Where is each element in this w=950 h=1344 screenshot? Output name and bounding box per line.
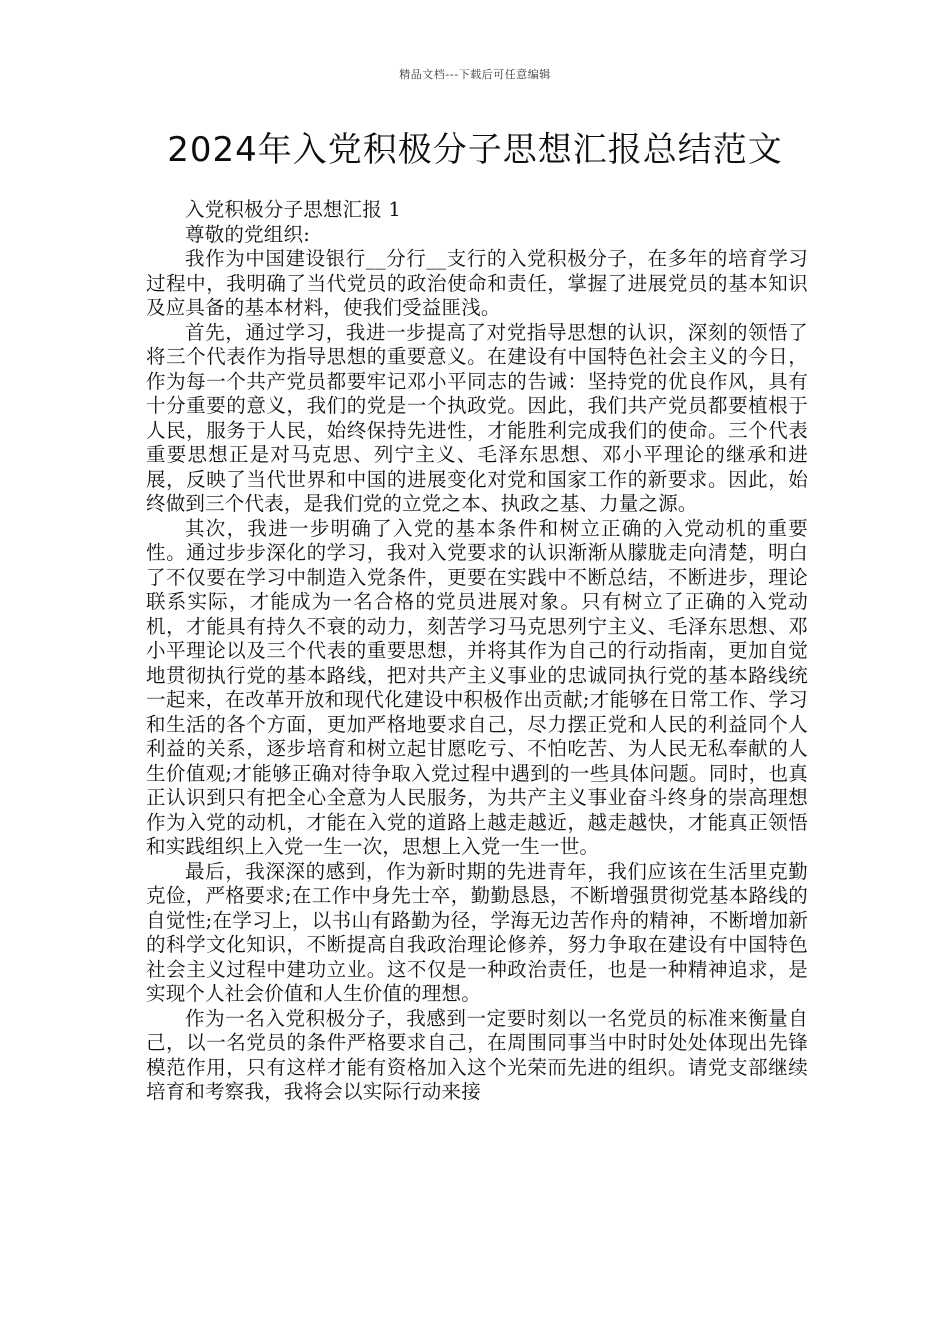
body-paragraph: 我作为中国建设银行__分行__支行的入党积极分子，在多年的培育学习过程中，我明确了当代党员的政治使命和责任，掌握了进展党员的基本知识及应具备的基本材料，使我们受益匪浅。 xyxy=(146,247,808,319)
document-body xyxy=(146,198,808,1105)
body-paragraph: 首先，通过学习，我进一步提高了对党指导思想的认识，深刻的领悟了将三个代表作为指导思想的重要意义。在建设有中国特色社会主义的今日，作为每一个共产党员都要牢记邓小平同志的告诫：坚持党的优良作风，具有十分重要的意义，我们的党是一个执政党。因此，我们共产党员都要植根于人民，服务于人民，始终保持先进性，才能胜利完成我们的使命。三个代表重要思想正是对马克思、列宁主义、毛泽东思想、邓小平理论的继承和进展，反映了当代世界和中国的进展变化对党和国家工作的新要求。因此，始终做到三个代表，是我们党的立党之本、执政之基、力量之源。 xyxy=(146,320,808,515)
body-paragraph: 作为一名入党积极分子，我感到一定要时刻以一名党员的标准来衡量自己，以一名党员的条件严格要求自己，在周围同事当中时时处处体现出先锋模范作用，只有这样才能有资格加入这个光荣而先进的组织。请党支部继续培育和考察我，我将会以实际行动来接 xyxy=(146,1006,808,1103)
document-title: 2024年入党积极分子思想汇报总结范文 xyxy=(167,130,783,170)
body-paragraph: 其次，我进一步明确了入党的基本条件和树立正确的入党动机的重要性。通过步步深化的学习，我对入党要求的认识渐渐从朦胧走向清楚，明白了不仅要在学习中制造入党条件，更要在实践中不断总结，不断进步，理论联系实际，才能成为一名合格的党员进展对象。只有树立了正确的入党动机，才能具有持久不衰的动力，刻苦学习马克思列宁主义、毛泽东思想、邓小平理论以及三个代表的重要思想，并将其作为自己的行动指南，更加自觉地贯彻执行党的基本路线，把对共产主义事业的忠诚同执行党的基本路线统一起来，在改革开放和现代化建设中积极作出贡献;才能够在日常工作、学习和生活的各个方面，更加严格地要求自己，尽力摆正党和人民的利益同个人利益的关系，逐步培育和树立起甘愿吃亏、不怕吃苦、为人民无私奉献的人生价值观;才能够正确对待争取入党过程中遇到的一些具体问题。同时，也真正认识到只有把全心全意为人民服务，为共产主义事业奋斗终身的崇高理想作为入党的动机，才能在入党的道路上越走越近，越走越快，才能真正领悟和实践组织上入党一生一次，思想上入党一生一世。 xyxy=(146,516,808,858)
header-note: 精品文档---下载后可任意编辑 xyxy=(399,68,551,81)
body-paragraph: 最后，我深深的感到，作为新时期的先进青年，我们应该在生活里克勤克俭，严格要求;在工作中身先士卒，勤勤恳恳，不断增强贯彻党基本路线的自觉性;在学习上，以书山有路勤为径，学海无边苦作舟的精神，不断增加新的科学文化知识，不断提高自我政治理论修养，努力争取在建设有中国特色社会主义过程中建功立业。这不仅是一种政治责任，也是一种精神追求，是实现个人社会价值和人生价值的理想。 xyxy=(146,859,808,1005)
section-heading: 入党积极分子思想汇报 1 xyxy=(185,198,402,221)
salutation: 尊敬的党组织: xyxy=(185,222,310,246)
